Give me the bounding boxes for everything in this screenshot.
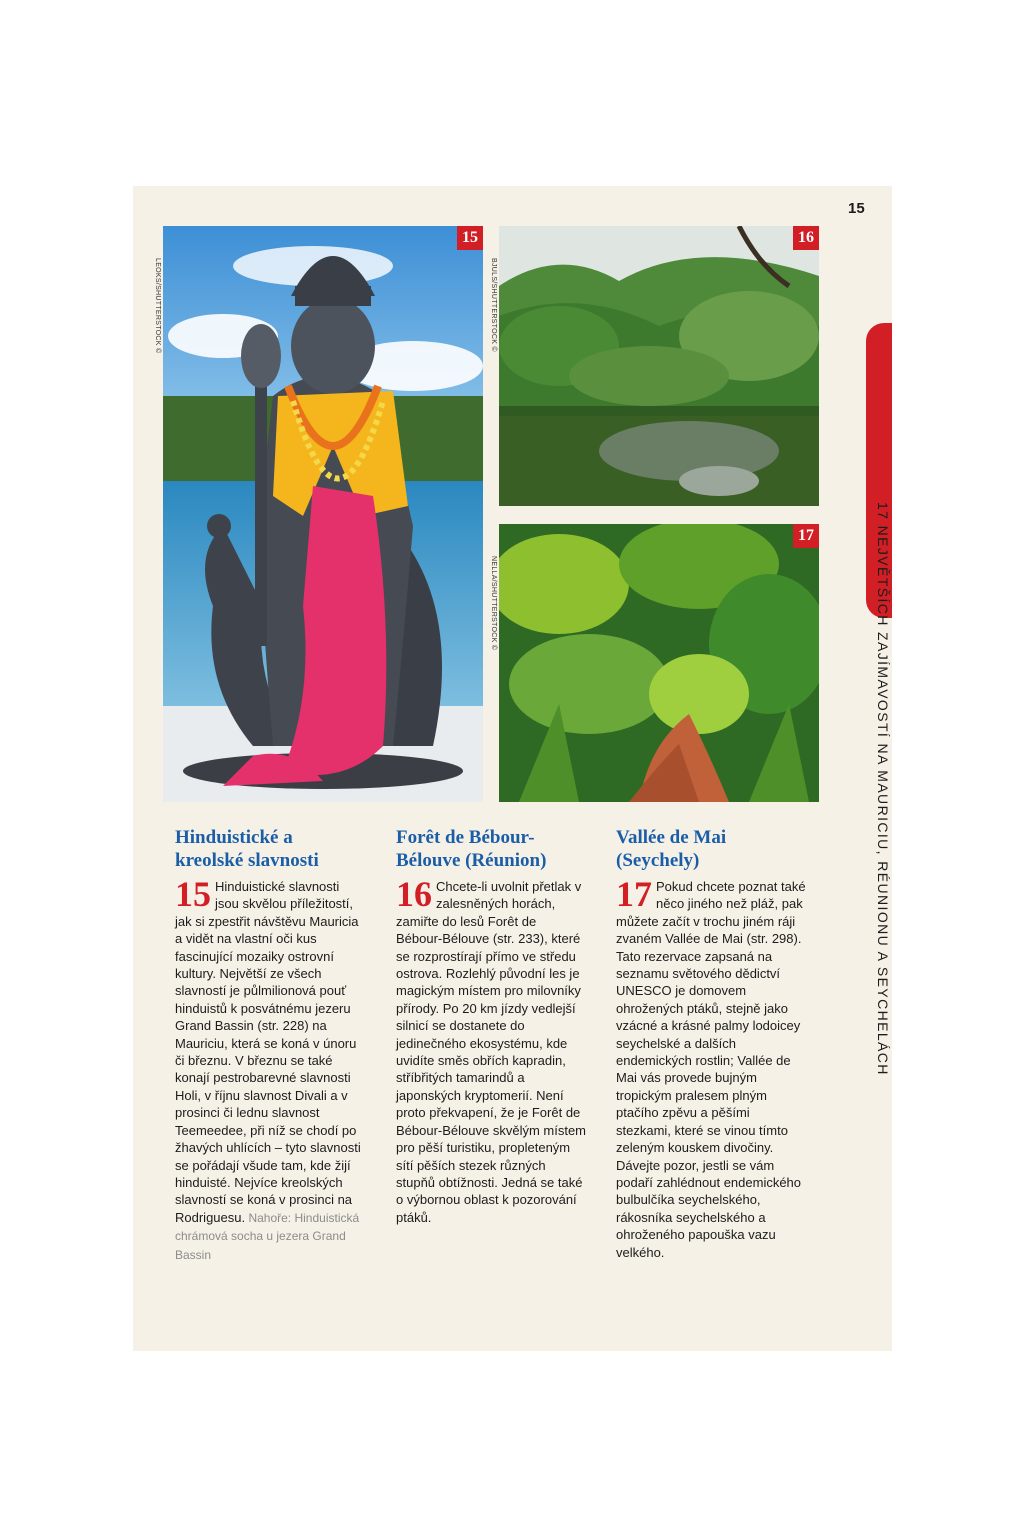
article-title: Vallée de Mai (Seychely) xyxy=(616,827,727,871)
photo-credit-16: BJULS/SHUTTERSTOCK © xyxy=(490,258,497,352)
article-hindu-festivals xyxy=(175,826,365,1264)
article-number: 15 xyxy=(175,874,211,914)
photo-palms xyxy=(499,524,819,802)
article-title: Forêt de Bébour-Bélouve (Réunion) xyxy=(396,827,547,871)
photo-caption: Nahoře: Hinduistická chrámová socha u jezera Grand Bassin xyxy=(175,1210,360,1262)
chapter-heading-bold: PLÁNUJEME CESTU xyxy=(875,338,891,497)
page-number: 15 xyxy=(848,200,865,217)
article-text: Chcete-li uvolnit přetlak v zalesněných horách, zamiřte do lesů Forêt de Bébour-Bélouve (str. 233), které se rozprostírají přímo ve středu ostrova. Rozlehlý původní les je magickým místem pro milovníky přírody. Po 20 km jízdy vedlejší silnicí se dostanete do jedinečného ekosystému, kde uvidíte směs obřích kapradin, stříbřitých tamarindů a japonských kryptomerií. Není proto překvapení, že je Forêt de Bébour-Bélouve skvělým místem pro pěší turistiku, propleteným sítí pěších stezek různých stupňů obtížnosti. Jedná se také o výbornou oblast k pozorování ptáků. xyxy=(396,879,587,1225)
article-number: 16 xyxy=(396,874,432,914)
article-body xyxy=(175,874,365,1264)
article-vallee-de-mai xyxy=(616,826,806,1261)
photo-badge-16: 16 xyxy=(793,226,819,250)
article-number: 17 xyxy=(616,874,652,914)
chapter-heading-rest: 17 NEJVĚTŠÍCH ZAJÍMAVOSTÍ NA MAURICIU, RÉUNIONU A SEYCHELÁCH xyxy=(875,496,891,1076)
photo-statue xyxy=(163,226,483,802)
photo-credit-15: LEOKS/SHUTTERSTOCK © xyxy=(154,258,161,354)
article-title: Hinduistické a kreolské slavnosti xyxy=(175,827,319,871)
photo-forest xyxy=(499,226,819,506)
photo-badge-15: 15 xyxy=(457,226,483,250)
article-body xyxy=(396,874,587,1226)
chapter-heading xyxy=(875,338,891,1076)
article-body xyxy=(616,874,806,1261)
photo-credit-17: NELLA/SHUTTERSTOCK © xyxy=(490,556,497,651)
article-bebour-belouve xyxy=(396,826,586,1226)
page xyxy=(133,186,892,1351)
photo-badge-17: 17 xyxy=(793,524,819,548)
article-text: Pokud chcete poznat také něco jiného než pláž, pak můžete začít v trochu jiném ráji zvaném Vallée de Mai (str. 298). Tato rezervace zapsaná na seznamu světového dědictví UNESCO je domovem ohrožených ptáků, stejně jako vzácné a krásné palmy lodoicey seychelské a dalších endemických rostlin; Vallée de Mai vás provede bujným tropickým pralesem plným ptačího zpěvu a pěšími stezkami, které se vinou tímto zeleným kouskem divočiny. Dávejte pozor, jestli se vám podaří zahlédnout endemického bulbulčíka seychelského, rákosníka seychelského a ohroženého papouška vazu velkého. xyxy=(616,879,806,1260)
article-text: Hinduistické slavnosti jsou skvělou příležitostí, jak si zpestřit návštěvu Mauricia a vidět na vlastní oči kus fascinující mozaiky ostrovní kultury. Největší ze všech slavností je půlmilionová pouť hinduistů k posvátnému jezeru Grand Bassin (str. 228) na Mauriciu, která se koná v únoru či březnu. V březnu se také konají pestrobarevné slavnosti Holi, v říjnu slavnost Divali a v prosinci či lednu slavnost Teemeedee, při níž se chodí po žhavých uhlících – tyto slavnosti se pořádají všude tam, kde žijí hinduisté. Nejvíce kreolských slavností se koná v prosinci na Rodriguesu. xyxy=(175,879,361,1225)
